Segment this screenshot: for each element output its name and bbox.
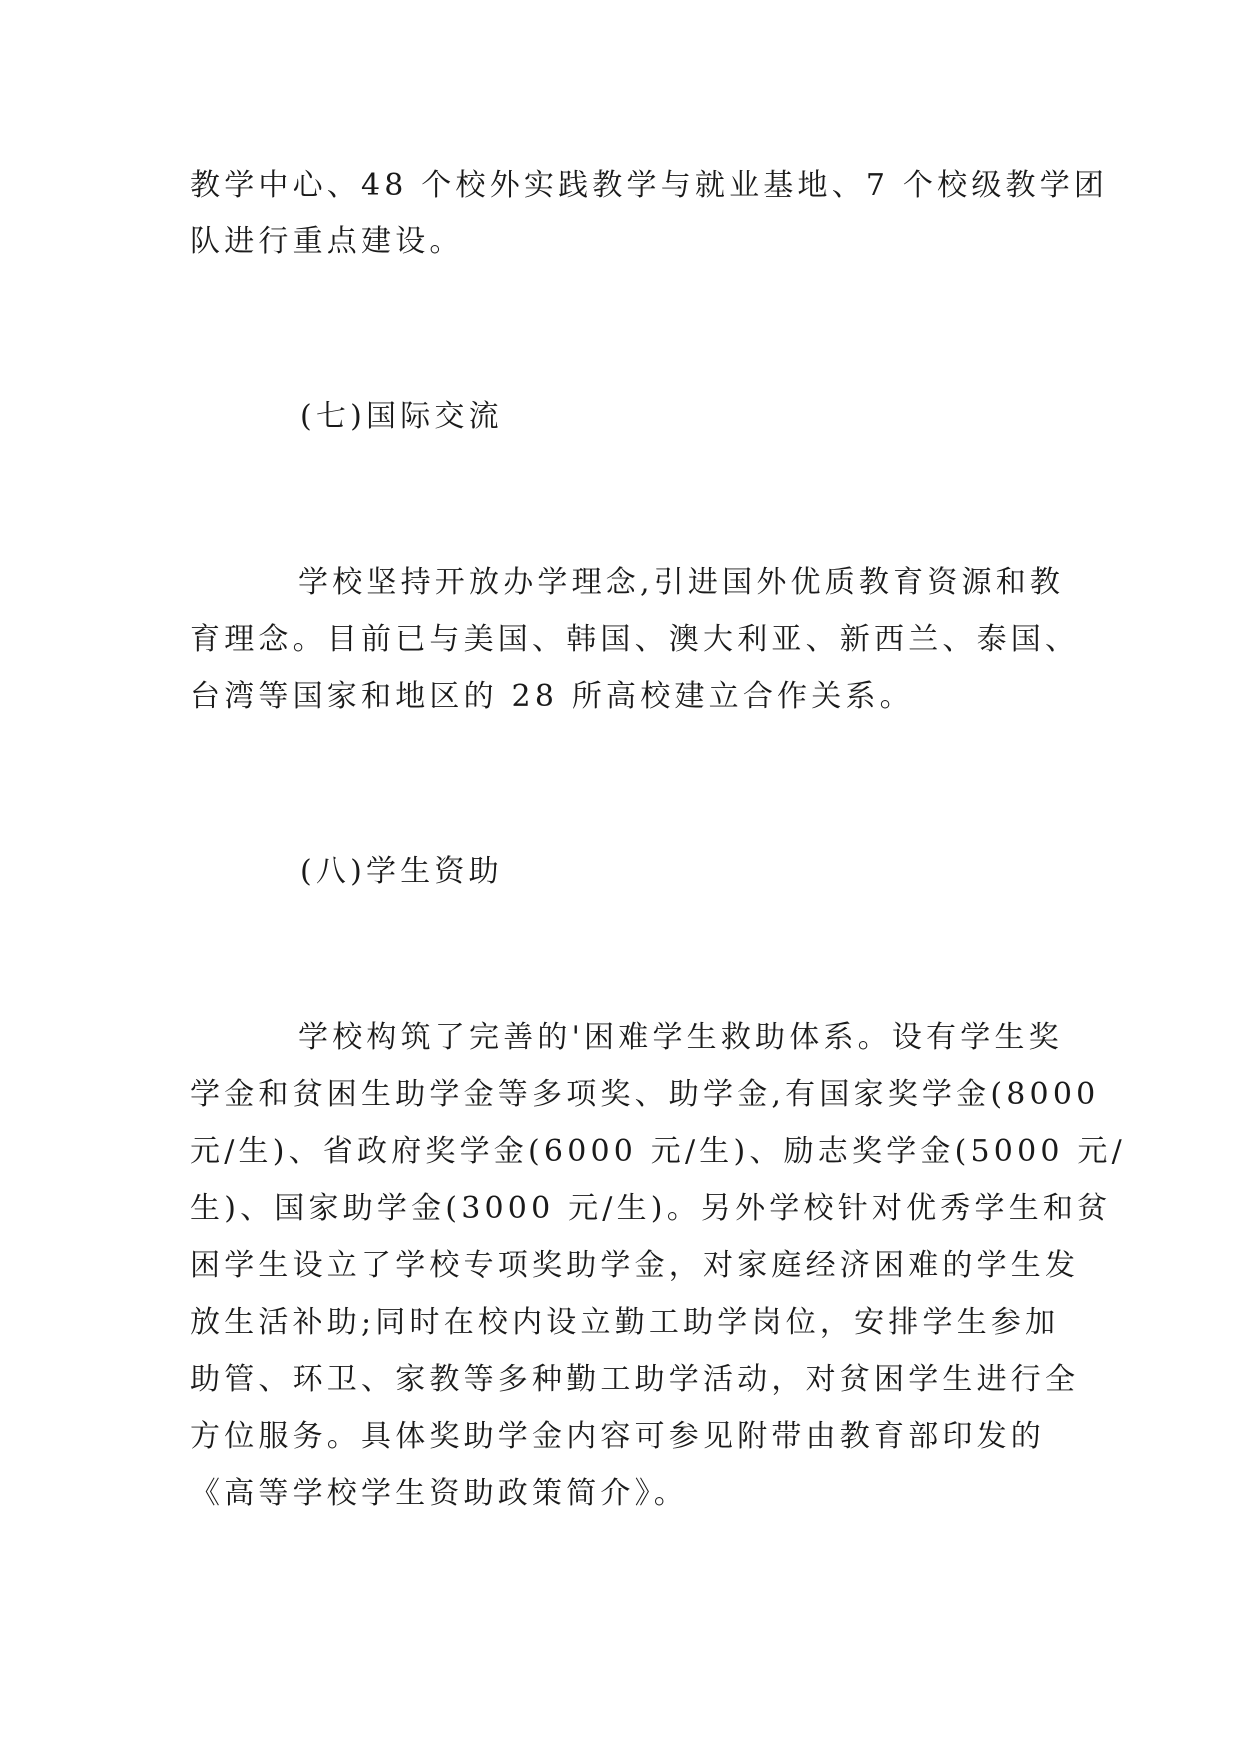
paragraph-line: 《高等学校学生资助政策简介》。 [190, 1476, 688, 1511]
intro-line: 队进行重点建设。 [190, 224, 464, 259]
intro-line: 教学中心、48 个校外实践教学与就业基地、7 个校级教学团 [190, 168, 1109, 203]
paragraph-line: 学校构筑了完善的'困难学生救助体系。设有学生奖 [298, 1020, 1063, 1055]
paragraph-line: 育理念。目前已与美国、韩国、澳大利亚、新西兰、泰国、 [190, 622, 1080, 657]
section-heading-international-exchange: (七)国际交流 [300, 399, 503, 434]
paragraph-line: 生)、国家助学金(3000 元/生)。另外学校针对优秀学生和贫 [190, 1191, 1112, 1226]
paragraph-line: 放生活补助;同时在校内设立勤工助学岗位，安排学生参加 [190, 1305, 1060, 1340]
paragraph-line: 元/生)、省政府奖学金(6000 元/生)、励志奖学金(5000 元/ [190, 1134, 1126, 1169]
paragraph-line: 困学生设立了学校专项奖助学金，对家庭经济困难的学生发 [190, 1248, 1080, 1283]
section-heading-student-aid: (八)学生资助 [300, 854, 503, 889]
paragraph-line: 台湾等国家和地区的 28 所高校建立合作关系。 [190, 679, 914, 714]
paragraph-line: 助管、环卫、家教等多种勤工助学活动，对贫困学生进行全 [190, 1362, 1080, 1397]
paragraph-line: 方位服务。具体奖助学金内容可参见附带由教育部印发的 [190, 1419, 1045, 1454]
paragraph-line: 学校坚持开放办学理念,引进国外优质教育资源和教 [298, 565, 1065, 600]
paragraph-line: 学金和贫困生助学金等多项奖、助学金,有国家奖学金(8000 [190, 1077, 1100, 1112]
